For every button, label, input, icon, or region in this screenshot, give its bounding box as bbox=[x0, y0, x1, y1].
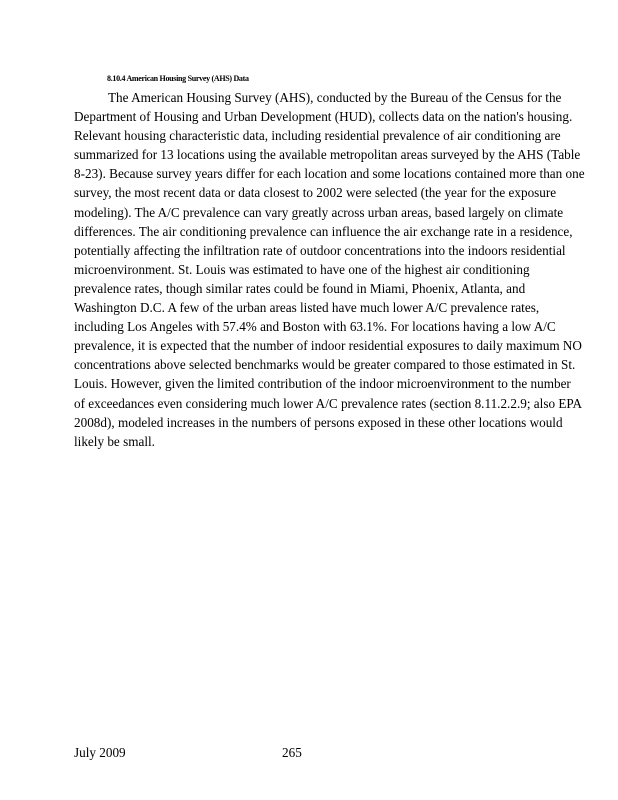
paragraph-line: modeling). The A/C prevalence can vary greatly across urban areas, based largely on climate bbox=[74, 204, 564, 220]
body-paragraph bbox=[74, 88, 584, 451]
paragraph-line: The American Housing Survey (AHS), conducted by the Bureau of the Census for the bbox=[108, 90, 562, 105]
paragraph-line: Washington D.C. A few of the urban areas listed have much lower A/C prevalence rates, bbox=[74, 300, 540, 316]
paragraph-line: likely be small. bbox=[74, 433, 155, 449]
paragraph-line: prevalence rates, though similar rates could be found in Miami, Phoenix, Atlanta, and bbox=[74, 280, 526, 296]
paragraph-line: survey, the most recent data or data closest to 2002 were selected (the year for the exposure bbox=[74, 185, 557, 201]
paragraph-line: including Los Angeles with 57.4% and Boston with 63.1%. For locations having a low A/C bbox=[74, 319, 556, 335]
paragraph-line: Relevant housing characteristic data, including residential prevalence of air conditioning are bbox=[74, 128, 561, 144]
paragraph-line: concentrations above selected benchmarks would be greater compared to those estimated in St. bbox=[74, 357, 576, 373]
paragraph-line: 2008d), modeled increases in the numbers of persons exposed in these other locations would bbox=[74, 414, 563, 430]
paragraph-line: microenvironment. St. Louis was estimated to have one of the highest air conditioning bbox=[74, 261, 530, 277]
footer-date: July 2009 bbox=[74, 745, 126, 760]
section-heading: 8.10.4 American Housing Survey (AHS) Data bbox=[107, 74, 249, 83]
paragraph-line: potentially affecting the infiltration rate of outdoor concentrations into the indoors residential bbox=[74, 242, 566, 258]
paragraph-line: Department of Housing and Urban Development (HUD), collects data on the nation's housing. bbox=[74, 109, 573, 125]
page-number: 265 bbox=[282, 745, 302, 760]
paragraph-line: prevalence, it is expected that the number of indoor residential exposures to daily maximum NO bbox=[74, 338, 582, 354]
paragraph-line: differences. The air conditioning prevalence can influence the air exchange rate in a residence, bbox=[74, 223, 573, 239]
paragraph-line: Louis. However, given the limited contribution of the indoor microenvironment to the number bbox=[74, 376, 571, 392]
paragraph-line: of exceedances even considering much lower A/C prevalence rates (section 8.11.2.2.9; also EPA bbox=[74, 395, 583, 411]
paragraph-line: 8-23). Because survey years differ for each location and some locations contained more than one bbox=[74, 166, 585, 182]
paragraph-line: summarized for 13 locations using the available metropolitan areas surveyed by the AHS (Table bbox=[74, 147, 581, 163]
